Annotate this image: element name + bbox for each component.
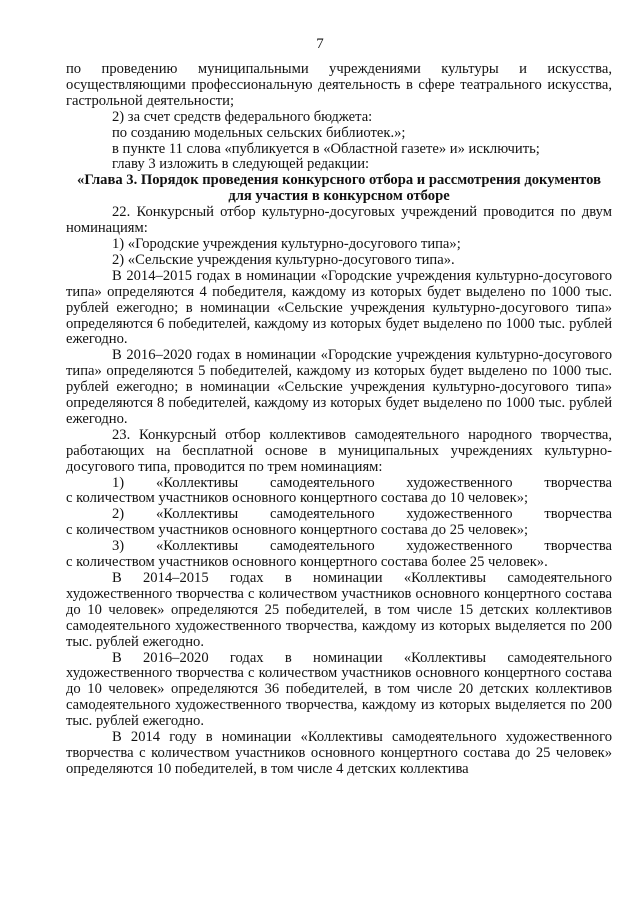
paragraph: 1) «Городские учреждения культурно-досугового типа»; — [112, 235, 461, 252]
chapter-heading: «Глава 3. Порядок проведения конкурсного отбора и рассмотрения документов для участия в конкурсном отборе — [77, 172, 601, 205]
nomination-continuation-line: с количеством участников основного концертного состава более 25 человек». — [66, 554, 548, 571]
paragraph: В 2016–2020 годах в номинации «Городские учреждения культурно-досугового типа» определяются 5 победителей, каждому из которых будет выделено по 1000 тыс. рублей ежегодно; в номинации «Сельские учреждения культурно-досугового типа» определяются 8 победителей, каждому из которых будет выделено по 1000 тыс. рублей ежегодно. — [66, 347, 612, 427]
paragraph-continuation: по проведению муниципальными учреждениями культуры и искусства, осуществляющими профессиональную деятельность в сфере театрального искусства, гастрольной деятельности; — [66, 61, 612, 109]
nomination-continuation-line: с количеством участников основного концертного состава до 10 человек»; — [66, 490, 529, 507]
nomination-item — [66, 507, 612, 539]
nomination-item — [66, 539, 612, 571]
nomination-title-line: 2) «Коллективы самодеятельного художественного творчества — [112, 506, 612, 523]
paragraph: В 2014–2015 годах в номинации «Коллективы самодеятельного художественного творчества с количеством участников основного концертного состава до 10 человек» определяются 25 победителей, в том числе 15 детских коллективов самодеятельного художественного творчества, каждому из которых выделяется по 200 тыс. рублей ежегодно. — [66, 570, 612, 650]
paragraph: 23. Конкурсный отбор коллективов самодеятельного народного творчества, работающих на бесплатной основе в муниципальных учреждениях культурно-досугового типа, проводится по трем номинациям: — [66, 426, 612, 475]
nomination-item — [66, 476, 612, 508]
nomination-continuation-line: с количеством участников основного концертного состава до 25 человек»; — [66, 522, 529, 539]
paragraph: 22. Конкурсный отбор культурно-досуговых учреждений проводится по двум номинациям: — [66, 204, 612, 237]
paragraph: В 2014–2015 годах в номинации «Городские учреждения культурно-досугового типа» определяются 4 победителя, каждому из которых будет выделено по 1000 тыс. рублей ежегодно; в номинации «Сельские учреждения культурно-досугового типа» определяются 6 победителей, каждому из которых будет выделено по 1000 тыс. рублей ежегодно. — [66, 267, 612, 348]
paragraph: по созданию модельных сельских библиотек.»; — [112, 124, 406, 141]
paragraph: В 2016–2020 годах в номинации «Коллективы самодеятельного художественного творчества с количеством участников основного концертного состава до 10 человек» определяются 36 победителей, в том числе 20 детских коллективов самодеятельного художественного творчества, каждому из которых выделяется по 200 тыс. рублей ежегодно. — [66, 649, 612, 730]
nomination-title-line: 1) «Коллективы самодеятельного художественного творчества — [112, 474, 612, 491]
paragraph: в пункте 11 слова «публикуется в «Областной газете» и» исключить; — [112, 140, 540, 157]
paragraph: главу 3 изложить в следующей редакции: — [112, 156, 370, 173]
nomination-title-line: 3) «Коллективы самодеятельного художественного творчества — [112, 538, 612, 555]
paragraph: 2) за счет средств федерального бюджета: — [112, 108, 373, 125]
paragraph: 2) «Сельские учреждения культурно-досугового типа». — [112, 251, 455, 268]
paragraph: В 2014 году в номинации «Коллективы самодеятельного художественного творчества с количеством участников основного концертного состава до 25 человек» определяются 10 победителей, в том числе 4 детских коллектива — [66, 729, 612, 777]
document-body — [66, 62, 612, 778]
page-number: 7 — [316, 36, 324, 52]
